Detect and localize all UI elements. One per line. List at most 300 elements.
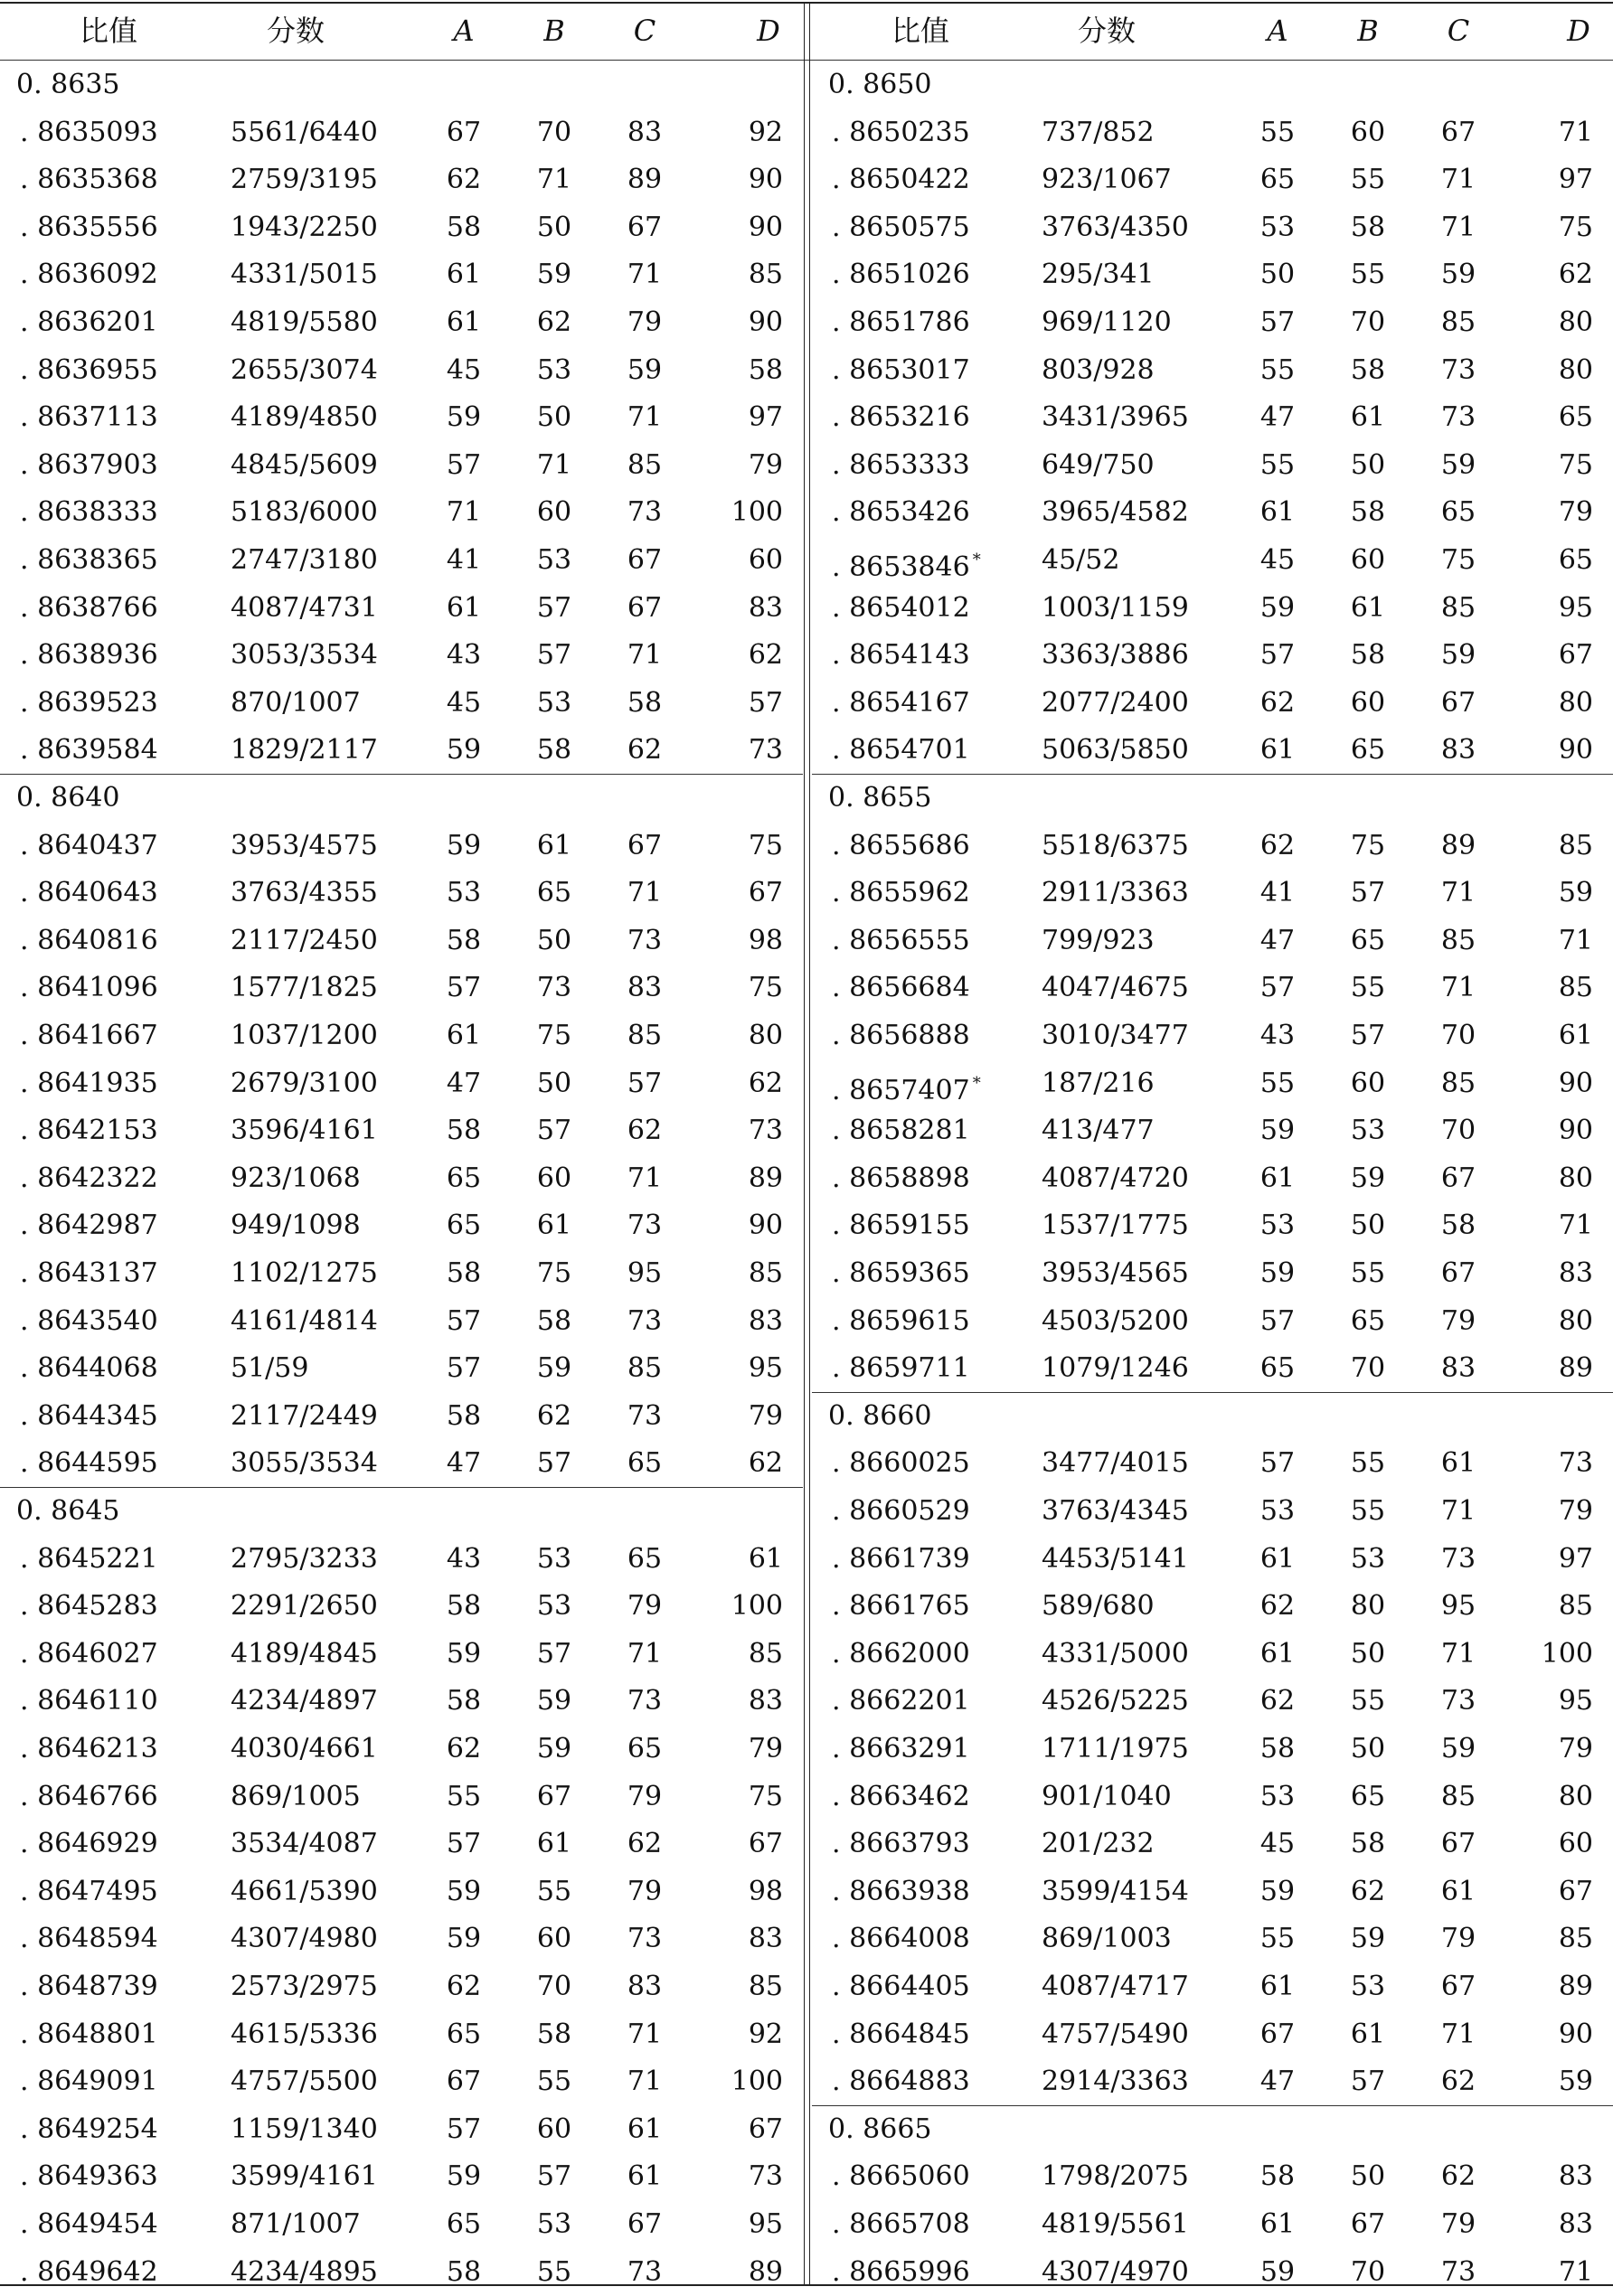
b-cell: 62 — [536, 306, 572, 338]
c-cell: 67 — [627, 591, 663, 624]
b-cell: 71 — [536, 164, 572, 196]
a-cell: 67 — [446, 2065, 482, 2098]
c-cell: 59 — [1440, 448, 1476, 481]
b-cell: 60 — [1350, 686, 1386, 719]
d-cell: 80 — [1558, 1780, 1593, 1812]
c-cell: 67 — [1440, 116, 1476, 148]
d-cell: 67 — [1558, 639, 1593, 672]
ratio-cell: . 8654012 — [832, 591, 970, 624]
a-cell: 57 — [446, 448, 482, 481]
fraction-cell: 5518/6375 — [1042, 829, 1189, 861]
ratio-cell: . 8650575 — [832, 211, 970, 243]
c-cell: 62 — [1440, 2065, 1476, 2098]
ratio-cell: . 8651786 — [832, 306, 970, 338]
fraction-cell: 799/923 — [1042, 924, 1155, 956]
b-cell: 57 — [536, 639, 572, 672]
a-cell: 61 — [1259, 496, 1296, 529]
b-cell: 57 — [1350, 2065, 1386, 2098]
header-c-right: C — [1447, 14, 1470, 48]
c-cell: 85 — [1440, 1067, 1476, 1099]
fraction-cell: 5183/6000 — [231, 496, 378, 529]
d-cell: 79 — [748, 448, 783, 481]
d-cell: 58 — [748, 353, 783, 386]
d-cell: 62 — [748, 1447, 783, 1480]
fraction-cell: 1537/1775 — [1042, 1209, 1189, 1242]
b-cell: 61 — [536, 1828, 572, 1860]
a-cell: 58 — [1259, 2160, 1296, 2193]
fraction-cell: 3763/4345 — [1042, 1495, 1189, 1527]
fraction-cell: 1079/1246 — [1042, 1352, 1189, 1385]
d-cell: 75 — [748, 1780, 783, 1812]
b-cell: 60 — [536, 1923, 572, 1955]
ratio-cell: . 8661765 — [832, 1590, 970, 1623]
fraction-cell: 4161/4814 — [231, 1304, 378, 1337]
c-cell: 71 — [627, 401, 663, 434]
b-cell: 75 — [536, 1020, 572, 1051]
a-cell: 65 — [446, 1162, 482, 1194]
fraction-cell: 1003/1159 — [1042, 591, 1189, 624]
ratio-cell: . 8650422 — [832, 164, 970, 196]
d-cell: 97 — [1558, 164, 1593, 196]
ratio-cell: . 8636201 — [20, 306, 158, 338]
header-d-right: D — [1567, 14, 1590, 48]
b-cell: 58 — [1350, 496, 1386, 529]
b-cell: 50 — [1350, 1637, 1386, 1670]
fraction-cell: 3596/4161 — [231, 1115, 378, 1147]
a-cell: 58 — [446, 924, 482, 956]
d-cell: 97 — [748, 401, 783, 434]
fraction-cell: 5063/5850 — [1042, 734, 1189, 767]
fraction-cell: 45/52 — [1042, 544, 1120, 576]
b-cell: 60 — [536, 2113, 572, 2145]
fraction-cell: 901/1040 — [1042, 1780, 1172, 1812]
header-a-left: A — [453, 14, 475, 48]
fraction-cell: 4757/5490 — [1042, 2018, 1189, 2050]
a-cell: 59 — [446, 829, 482, 861]
ratio-cell: . 8635368 — [20, 164, 158, 196]
ratio-cell: . 8645221 — [20, 1542, 158, 1575]
c-cell: 73 — [1440, 353, 1476, 386]
d-cell: 89 — [1558, 1352, 1593, 1385]
a-cell: 59 — [446, 401, 482, 434]
fraction-cell: 2291/2650 — [231, 1590, 378, 1623]
d-cell: 85 — [748, 1971, 783, 2002]
a-cell: 65 — [1259, 164, 1296, 196]
fraction-cell: 4845/5609 — [231, 448, 378, 481]
ratio-cell: . 8649254 — [20, 2113, 158, 2145]
ratio-cell: . 8639584 — [20, 734, 158, 767]
fraction-cell: 869/1003 — [1042, 1923, 1172, 1955]
b-cell: 57 — [536, 1637, 572, 1670]
fraction-cell: 295/341 — [1042, 259, 1155, 291]
b-cell: 57 — [536, 2160, 572, 2193]
ratio-cell: . 8643540 — [20, 1304, 158, 1337]
fraction-cell: 4503/5200 — [1042, 1304, 1189, 1337]
group-rule — [0, 774, 803, 775]
ratio-cell: . 8654701 — [832, 734, 970, 767]
b-cell: 57 — [1350, 1020, 1386, 1051]
b-cell: 55 — [1350, 1685, 1386, 1717]
d-cell: 85 — [748, 1257, 783, 1289]
c-cell: 67 — [1440, 1971, 1476, 2002]
b-cell: 57 — [536, 1447, 572, 1480]
a-cell: 57 — [446, 1304, 482, 1337]
c-cell: 67 — [627, 2208, 663, 2240]
ratio-cell: . 8659155 — [832, 1209, 970, 1242]
c-cell: 73 — [627, 1399, 663, 1432]
a-cell: 57 — [446, 1828, 482, 1860]
d-cell: 67 — [1558, 1875, 1593, 1907]
ratio-cell: . 8642322 — [20, 1162, 158, 1194]
b-cell: 59 — [1350, 1162, 1386, 1194]
d-cell: 95 — [748, 2208, 783, 2240]
b-cell: 53 — [536, 1590, 572, 1623]
ratio-cell: . 8643137 — [20, 1257, 158, 1289]
b-cell: 53 — [1350, 1971, 1386, 2002]
d-cell: 59 — [1558, 877, 1593, 909]
b-cell: 65 — [536, 877, 572, 909]
b-cell: 59 — [536, 1352, 572, 1385]
a-cell: 58 — [446, 1685, 482, 1717]
d-cell: 90 — [1558, 2018, 1593, 2050]
fraction-cell: 4189/4845 — [231, 1637, 378, 1670]
b-cell: 59 — [536, 259, 572, 291]
ratio-cell: . 8656888 — [832, 1020, 970, 1051]
c-cell: 85 — [1440, 924, 1476, 956]
ratio-cell: . 8636092 — [20, 259, 158, 291]
c-cell: 79 — [1440, 2208, 1476, 2240]
b-cell: 62 — [1350, 1875, 1386, 1907]
b-cell: 53 — [1350, 1542, 1386, 1575]
a-cell: 62 — [1259, 686, 1296, 719]
ratio-cell: . 8665708 — [832, 2208, 970, 2240]
ratio-cell: . 8644595 — [20, 1447, 158, 1480]
ratio-cell: . 8649091 — [20, 2065, 158, 2098]
ratio-cell: . 8659711 — [832, 1352, 970, 1385]
c-cell: 71 — [627, 877, 663, 909]
d-cell: 61 — [748, 1542, 783, 1575]
fraction-cell: 4087/4717 — [1042, 1971, 1189, 2002]
c-cell: 71 — [1440, 1495, 1476, 1527]
fraction-cell: 3055/3534 — [231, 1447, 378, 1480]
a-cell: 43 — [446, 1542, 482, 1575]
d-cell: 100 — [1541, 1637, 1593, 1670]
d-cell: 100 — [731, 496, 783, 529]
d-cell: 85 — [1558, 1923, 1593, 1955]
a-cell: 57 — [1259, 1304, 1296, 1337]
d-cell: 62 — [748, 639, 783, 672]
c-cell: 71 — [1440, 877, 1476, 909]
ratio-cell: . 8649363 — [20, 2160, 158, 2193]
d-cell: 90 — [748, 211, 783, 243]
ratio-cell: . 8659615 — [832, 1304, 970, 1337]
fraction-cell: 803/928 — [1042, 353, 1155, 386]
d-cell: 57 — [748, 686, 783, 719]
c-cell: 67 — [1440, 1828, 1476, 1860]
ratio-cell: . 8642987 — [20, 1209, 158, 1242]
ratio-cell: . 8646027 — [20, 1637, 158, 1670]
d-cell: 65 — [1558, 544, 1593, 576]
a-cell: 59 — [1259, 591, 1296, 624]
ratio-cell: . 8661739 — [832, 1542, 970, 1575]
fraction-cell: 870/1007 — [231, 686, 361, 719]
b-cell: 50 — [536, 401, 572, 434]
c-cell: 79 — [1440, 1923, 1476, 1955]
a-cell: 62 — [1259, 1685, 1296, 1717]
d-cell: 75 — [748, 972, 783, 1004]
ratio-cell: . 8664008 — [832, 1923, 970, 1955]
fraction-cell: 4087/4720 — [1042, 1162, 1189, 1194]
a-cell: 61 — [446, 306, 482, 338]
ratio-cell: . 8641096 — [20, 972, 158, 1004]
d-cell: 67 — [748, 1828, 783, 1860]
a-cell: 58 — [446, 1257, 482, 1289]
c-cell: 89 — [1440, 829, 1476, 861]
group-rule — [0, 1487, 803, 1488]
fraction-cell: 3763/4355 — [231, 877, 378, 909]
a-cell: 53 — [446, 877, 482, 909]
d-cell: 73 — [748, 734, 783, 767]
d-cell: 92 — [748, 116, 783, 148]
fraction-cell: 1943/2250 — [231, 211, 378, 243]
ratio-cell: . 8653846 * — [832, 550, 981, 583]
c-cell: 71 — [627, 639, 663, 672]
a-cell: 61 — [1259, 1637, 1296, 1670]
ratio-cell: . 8658898 — [832, 1162, 970, 1194]
d-cell: 100 — [731, 2065, 783, 2098]
fraction-cell: 4189/4850 — [231, 401, 378, 434]
a-cell: 41 — [1259, 877, 1296, 909]
a-cell: 59 — [446, 1923, 482, 1955]
ratio-cell: . 8638365 — [20, 544, 158, 576]
d-cell: 97 — [1558, 1542, 1593, 1575]
ratio-cell: . 8659365 — [832, 1257, 970, 1289]
ratio-cell: . 8639523 — [20, 686, 158, 719]
ratio-cell: . 8644068 — [20, 1352, 158, 1385]
ratio-cell: . 8636955 — [20, 353, 158, 386]
a-cell: 58 — [446, 2255, 482, 2288]
b-cell: 57 — [536, 1115, 572, 1147]
b-cell: 58 — [1350, 211, 1386, 243]
c-cell: 83 — [1440, 734, 1476, 767]
a-cell: 57 — [446, 972, 482, 1004]
a-cell: 47 — [1259, 2065, 1296, 2098]
b-cell: 50 — [536, 211, 572, 243]
d-cell: 85 — [1558, 1590, 1593, 1623]
a-cell: 53 — [1259, 1209, 1296, 1242]
ratio-cell: . 8653426 — [832, 496, 970, 529]
d-cell: 90 — [748, 306, 783, 338]
ratio-cell: . 8638766 — [20, 591, 158, 624]
b-cell: 53 — [536, 544, 572, 576]
b-cell: 58 — [1350, 639, 1386, 672]
d-cell: 85 — [1558, 972, 1593, 1004]
c-cell: 85 — [627, 1020, 663, 1051]
d-cell: 71 — [1558, 2255, 1593, 2288]
ratio-cell: . 8635556 — [20, 211, 158, 243]
group-label: 0. 8650 — [828, 69, 932, 100]
fraction-cell: 3953/4575 — [231, 829, 378, 861]
a-cell: 62 — [446, 1733, 482, 1764]
a-cell: 71 — [446, 496, 482, 529]
b-cell: 55 — [1350, 164, 1386, 196]
fraction-cell: 2679/3100 — [231, 1067, 378, 1099]
a-cell: 58 — [446, 1399, 482, 1432]
d-cell: 80 — [1558, 686, 1593, 719]
d-cell: 98 — [748, 1875, 783, 1907]
fraction-cell: 4615/5336 — [231, 2018, 378, 2050]
b-cell: 61 — [1350, 591, 1386, 624]
group-rule — [812, 2105, 1613, 2106]
d-cell: 65 — [1558, 401, 1593, 434]
b-cell: 67 — [1350, 2208, 1386, 2240]
b-cell: 75 — [536, 1257, 572, 1289]
ratio-cell: . 8653017 — [832, 353, 970, 386]
c-cell: 85 — [1440, 306, 1476, 338]
d-cell: 80 — [1558, 1162, 1593, 1194]
c-cell: 59 — [627, 353, 663, 386]
ratio-cell: . 8637113 — [20, 401, 158, 434]
c-cell: 71 — [627, 1637, 663, 1670]
d-cell: 79 — [748, 1733, 783, 1764]
d-cell: 92 — [748, 2018, 783, 2050]
ratio-cell: . 8646929 — [20, 1828, 158, 1860]
ratio-cell: . 8635093 — [20, 116, 158, 148]
d-cell: 67 — [748, 2113, 783, 2145]
c-cell: 70 — [1440, 1115, 1476, 1147]
fraction-cell: 4234/4895 — [231, 2255, 378, 2288]
b-cell: 60 — [536, 1162, 572, 1194]
fraction-cell: 187/216 — [1042, 1067, 1155, 1099]
b-cell: 70 — [1350, 306, 1386, 338]
b-cell: 80 — [1350, 1590, 1386, 1623]
c-cell: 71 — [1440, 211, 1476, 243]
c-cell: 71 — [627, 2018, 663, 2050]
fraction-cell: 2077/2400 — [1042, 686, 1189, 719]
fraction-cell: 5561/6440 — [231, 116, 378, 148]
c-cell: 61 — [627, 2160, 663, 2193]
b-cell: 53 — [536, 353, 572, 386]
d-cell: 75 — [748, 829, 783, 861]
b-cell: 55 — [1350, 972, 1386, 1004]
header-b-left: B — [543, 14, 565, 48]
c-cell: 61 — [1440, 1875, 1476, 1907]
fraction-cell: 4453/5141 — [1042, 1542, 1189, 1575]
ratio-cell: . 8645283 — [20, 1590, 158, 1623]
a-cell: 61 — [446, 1020, 482, 1051]
b-cell: 55 — [536, 2255, 572, 2288]
ratio-cell: . 8650235 — [832, 116, 970, 148]
a-cell: 59 — [1259, 2255, 1296, 2288]
b-cell: 55 — [536, 1875, 572, 1907]
a-cell: 65 — [446, 1209, 482, 1242]
c-cell: 59 — [1440, 639, 1476, 672]
c-cell: 67 — [1440, 1162, 1476, 1194]
fraction-cell: 1577/1825 — [231, 972, 378, 1004]
group-label: 0. 8645 — [16, 1495, 120, 1527]
c-cell: 58 — [627, 686, 663, 719]
d-cell: 95 — [1558, 591, 1593, 624]
d-cell: 85 — [748, 259, 783, 291]
d-cell: 79 — [748, 1399, 783, 1432]
ratio-cell: . 8663938 — [832, 1875, 970, 1907]
column-divider-left — [804, 2, 805, 2284]
ratio-cell: . 8653333 — [832, 448, 970, 481]
c-cell: 62 — [627, 1115, 663, 1147]
ratio-cell: . 8641667 — [20, 1020, 158, 1051]
c-cell: 71 — [1440, 972, 1476, 1004]
c-cell: 70 — [1440, 1020, 1476, 1051]
c-cell: 65 — [1440, 496, 1476, 529]
ratio-cell: . 8656555 — [832, 924, 970, 956]
d-cell: 73 — [1558, 1447, 1593, 1480]
b-cell: 62 — [536, 1399, 572, 1432]
ratio-cell: . 8638333 — [20, 496, 158, 529]
a-cell: 61 — [1259, 1162, 1296, 1194]
a-cell: 43 — [446, 639, 482, 672]
c-cell: 61 — [627, 2113, 663, 2145]
a-cell: 62 — [1259, 1590, 1296, 1623]
c-cell: 71 — [627, 259, 663, 291]
ratio-cell: . 8665996 — [832, 2255, 970, 2288]
fraction-cell: 2759/3195 — [231, 164, 378, 196]
ratio-cell: . 8649454 — [20, 2208, 158, 2240]
d-cell: 67 — [748, 877, 783, 909]
c-cell: 67 — [1440, 1257, 1476, 1289]
ratio-cell: . 8649642 — [20, 2255, 158, 2288]
header-rule — [0, 60, 1613, 61]
c-cell: 67 — [1440, 686, 1476, 719]
ratio-cell: . 8647495 — [20, 1875, 158, 1907]
d-cell: 60 — [748, 544, 783, 576]
a-cell: 61 — [1259, 734, 1296, 767]
fraction-cell: 1711/1975 — [1042, 1733, 1189, 1764]
b-cell: 50 — [1350, 1209, 1386, 1242]
fraction-cell: 1037/1200 — [231, 1020, 378, 1051]
a-cell: 45 — [446, 686, 482, 719]
d-cell: 71 — [1558, 1209, 1593, 1242]
fraction-cell: 2911/3363 — [1042, 877, 1189, 909]
a-cell: 59 — [446, 1637, 482, 1670]
c-cell: 83 — [627, 972, 663, 1004]
b-cell: 65 — [1350, 1304, 1386, 1337]
fraction-cell: 923/1068 — [231, 1162, 361, 1194]
a-cell: 61 — [446, 259, 482, 291]
d-cell: 83 — [1558, 2208, 1593, 2240]
ratio-cell: . 8640643 — [20, 877, 158, 909]
ratio-cell: . 8646110 — [20, 1685, 158, 1717]
d-cell: 83 — [1558, 1257, 1593, 1289]
c-cell: 67 — [627, 829, 663, 861]
fraction-cell: 2117/2449 — [231, 1399, 378, 1432]
b-cell: 58 — [1350, 353, 1386, 386]
c-cell: 71 — [627, 2065, 663, 2098]
header-b-right: B — [1357, 14, 1379, 48]
d-cell: 59 — [1558, 2065, 1593, 2098]
fraction-cell: 4234/4897 — [231, 1685, 378, 1717]
c-cell: 62 — [1440, 2160, 1476, 2193]
ratio-cell: . 8637903 — [20, 448, 158, 481]
b-cell: 53 — [536, 2208, 572, 2240]
fraction-cell: 1829/2117 — [231, 734, 378, 767]
fraction-cell: 2795/3233 — [231, 1542, 378, 1575]
b-cell: 57 — [1350, 877, 1386, 909]
b-cell: 50 — [1350, 1733, 1386, 1764]
d-cell: 95 — [748, 1352, 783, 1385]
c-cell: 73 — [627, 1304, 663, 1337]
a-cell: 59 — [446, 2160, 482, 2193]
d-cell: 100 — [731, 1590, 783, 1623]
